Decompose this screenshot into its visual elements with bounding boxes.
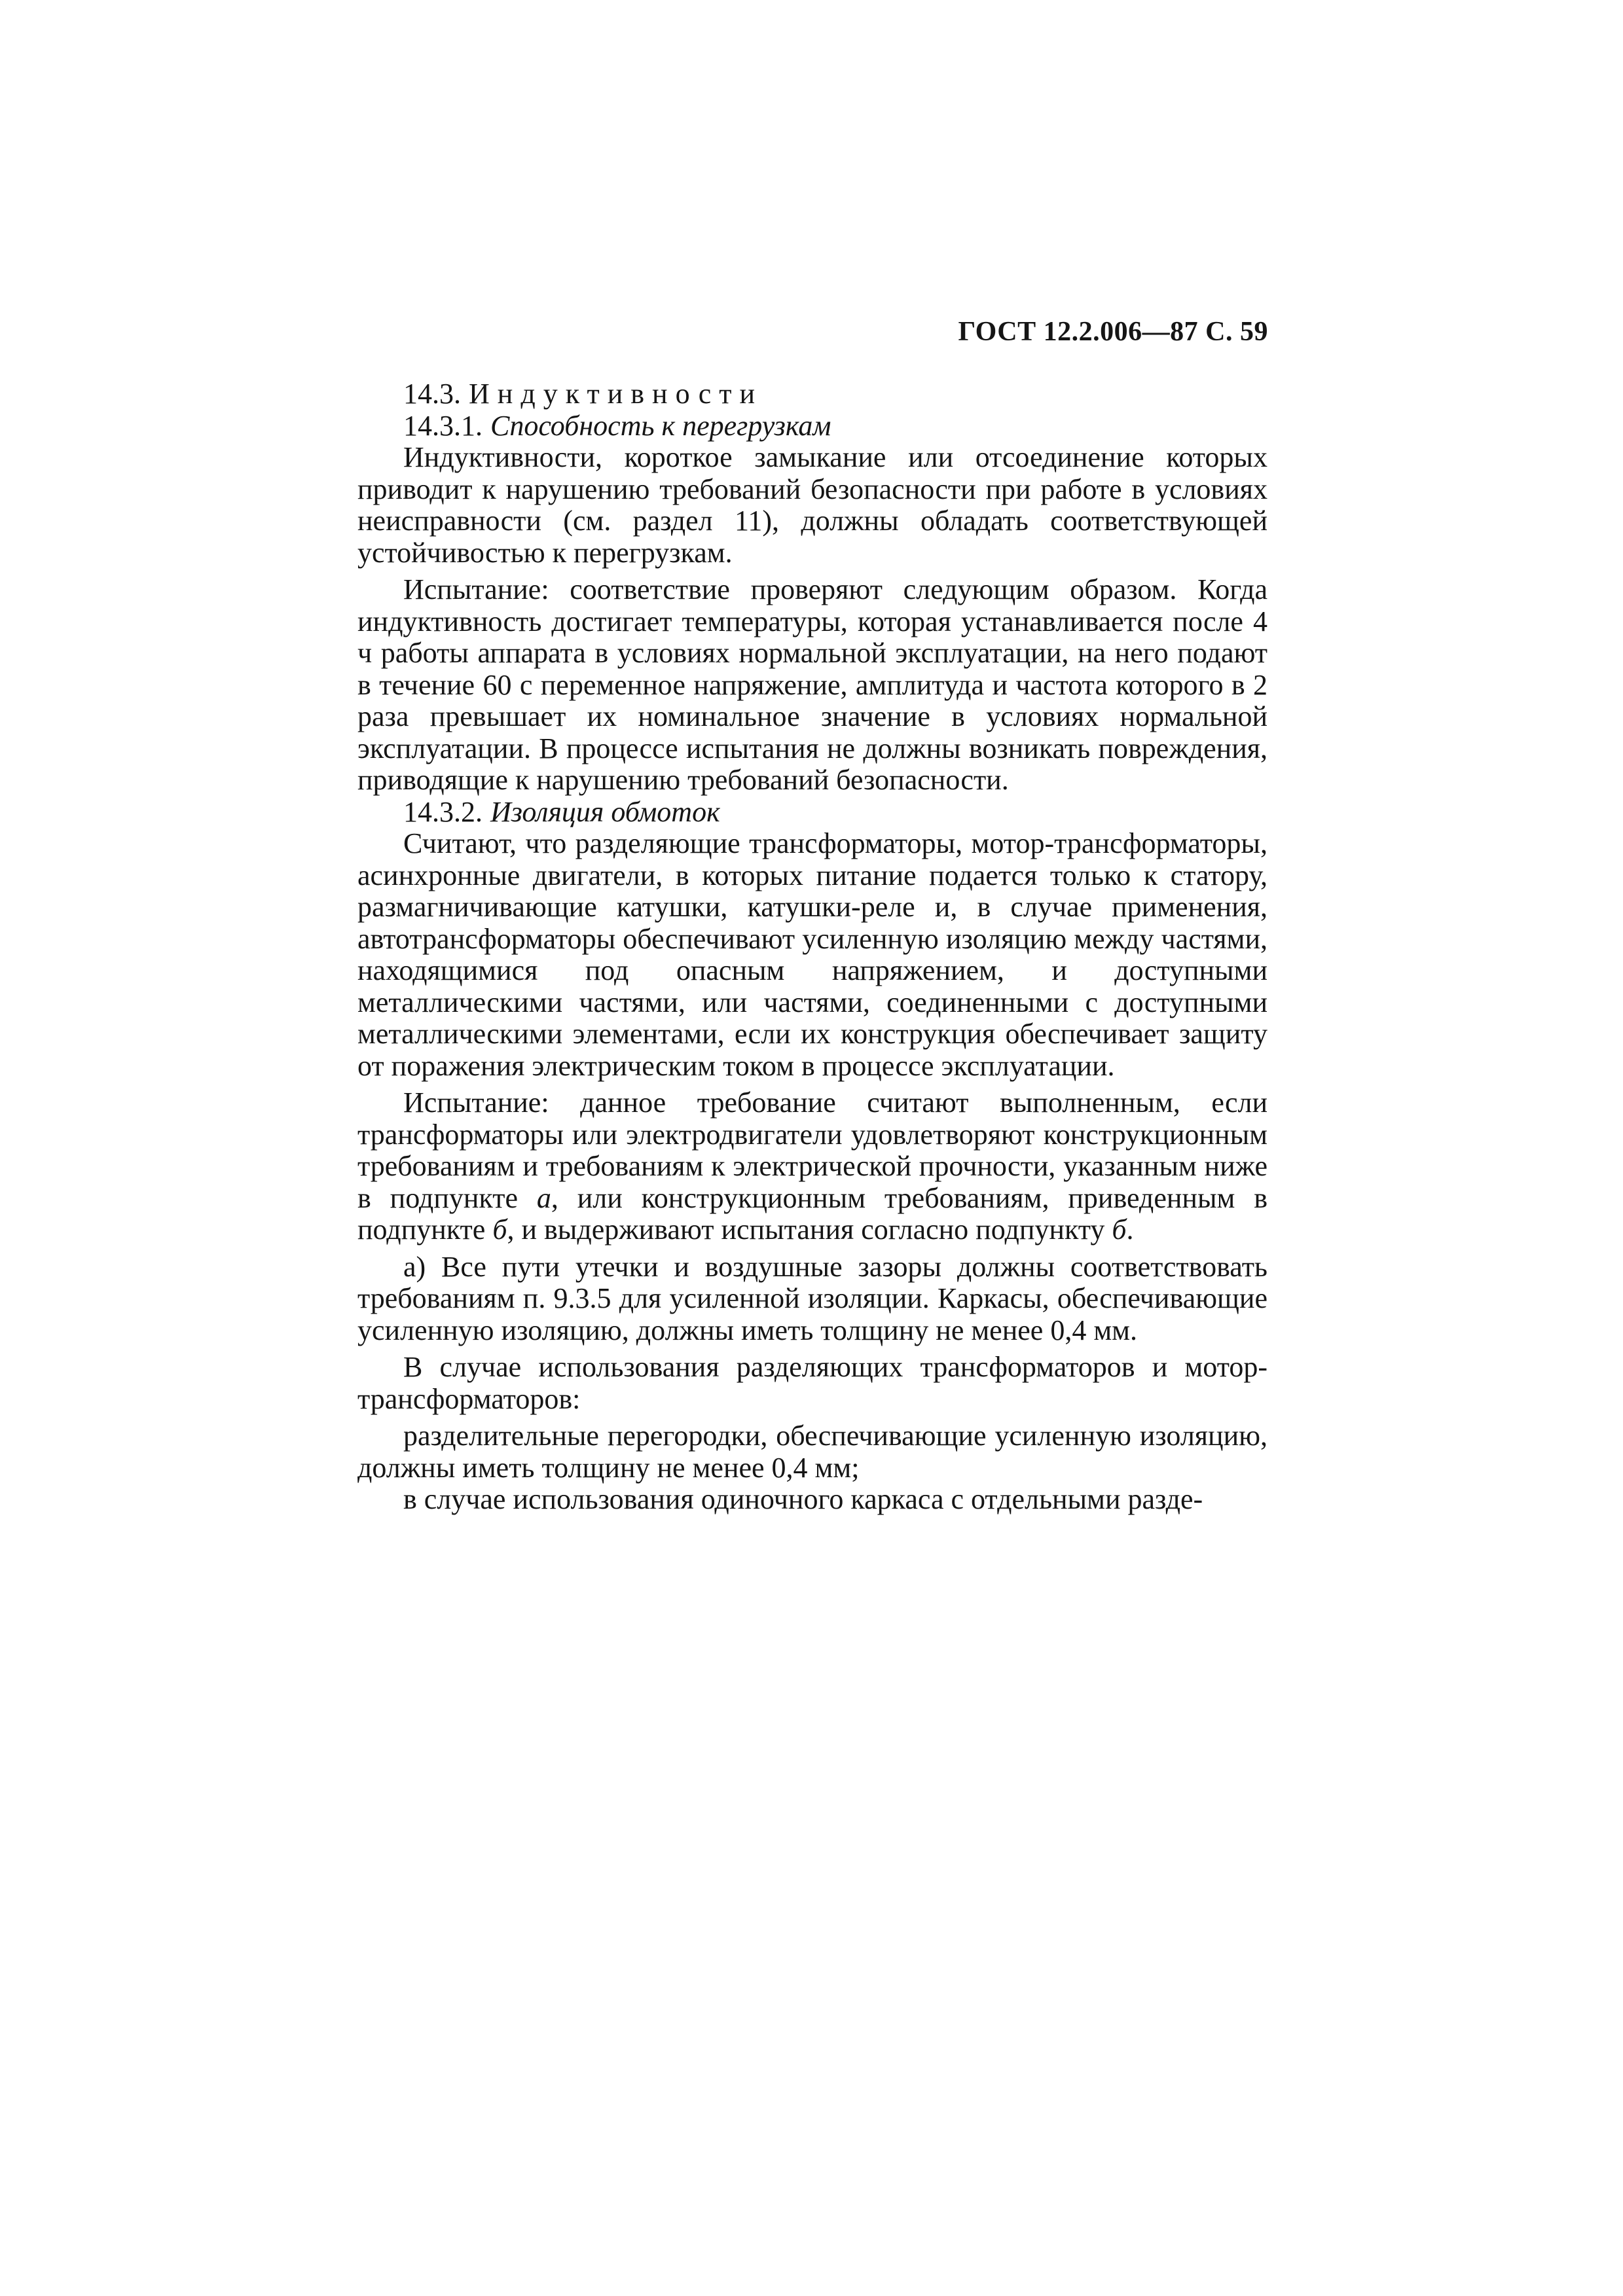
paragraph: Считают, что разделяющие трансформаторы, мотор-трансформаторы, асинхронные двигатели, в которых питание подается только к статору, размагничивающие катушки, катушки-реле и, в случае применения, автотрансформаторы обеспечивают усиленную изоляцию между частями, находящимися под опасным напряжением, и доступными металлическими частями, или частями, соединенными с доступными металлическими элементами, если их конструкция обеспечивает защиту от поражения электрическим током в процессе эксплуатации. <box>357 827 1267 1082</box>
subsection-number-2: 14.3.2. <box>403 795 483 828</box>
italic-ref: б <box>1112 1213 1127 1246</box>
italic-ref: а <box>536 1181 551 1214</box>
section-heading <box>357 378 1267 410</box>
subsection-title-1: Способность к перегрузкам <box>490 409 831 442</box>
paragraph-test <box>357 1087 1267 1246</box>
italic-ref: б <box>492 1213 507 1246</box>
section-number: 14.3. <box>403 378 461 410</box>
text-run: Испытание: данное требование считают выполненным, если трансформаторы или электродвигатели удовлетворяют конструкционным требованиям и требованиям к электрической прочности, указанным ниже в подпункте <box>357 1086 1267 1214</box>
section-title: Индуктивности <box>469 378 763 410</box>
text-run: . <box>1126 1213 1134 1246</box>
paragraph: в случае использования одиночного каркаса с отдельными разде- <box>403 1483 1203 1515</box>
document-body <box>357 378 1267 1516</box>
subsection-heading-1 <box>357 410 1267 442</box>
paragraph: а) Все пути утечки и воздушные зазоры должны соответствовать требованиям п. 9.3.5 для усиленной изоляции. Каркасы, обеспечивающие усиленную изоляцию, должны иметь толщину не менее 0,4 мм. <box>357 1250 1267 1346</box>
subsection-title-2: Изоляция обмоток <box>490 795 720 828</box>
page-header: ГОСТ 12.2.006—87 С. 59 <box>958 317 1268 347</box>
paragraph: разделительные перегородки, обеспечивающие усиленную изоляцию, должны иметь толщину не менее 0,4 мм; <box>357 1420 1267 1484</box>
subsection-heading-2 <box>357 797 1267 829</box>
paragraph: Индуктивности, короткое замыкание или отсоединение которых приводит к нарушению требований безопасности при работе в условиях неисправности (см. раздел 11), должны обладать соответствующей устойчивостью к перегрузкам. <box>357 441 1267 569</box>
subsection-number-1: 14.3.1. <box>403 409 483 442</box>
text-run: , или конструкционным требованиям, приведенным в подпункте <box>357 1181 1268 1246</box>
text-run: , и выдерживают испытания согласно подпункту <box>507 1213 1112 1246</box>
paragraph: В случае использования разделяющих трансформаторов и мотор-трансформаторов: <box>357 1351 1267 1415</box>
paragraph: Испытание: соответствие проверяют следующим образом. Когда индуктивность достигает температуры, которая устанавливается после 4 ч работы аппарата в условиях нормальной эксплуатации, на него подают в течение 60 с переменное напряжение, амплитуда и частота которого в 2 раза превышает их номинальное значение в условиях нормальной эксплуатации. В процессе испытания не должны возникать повреждения, приводящие к нарушению требований безопасности. <box>357 573 1267 796</box>
